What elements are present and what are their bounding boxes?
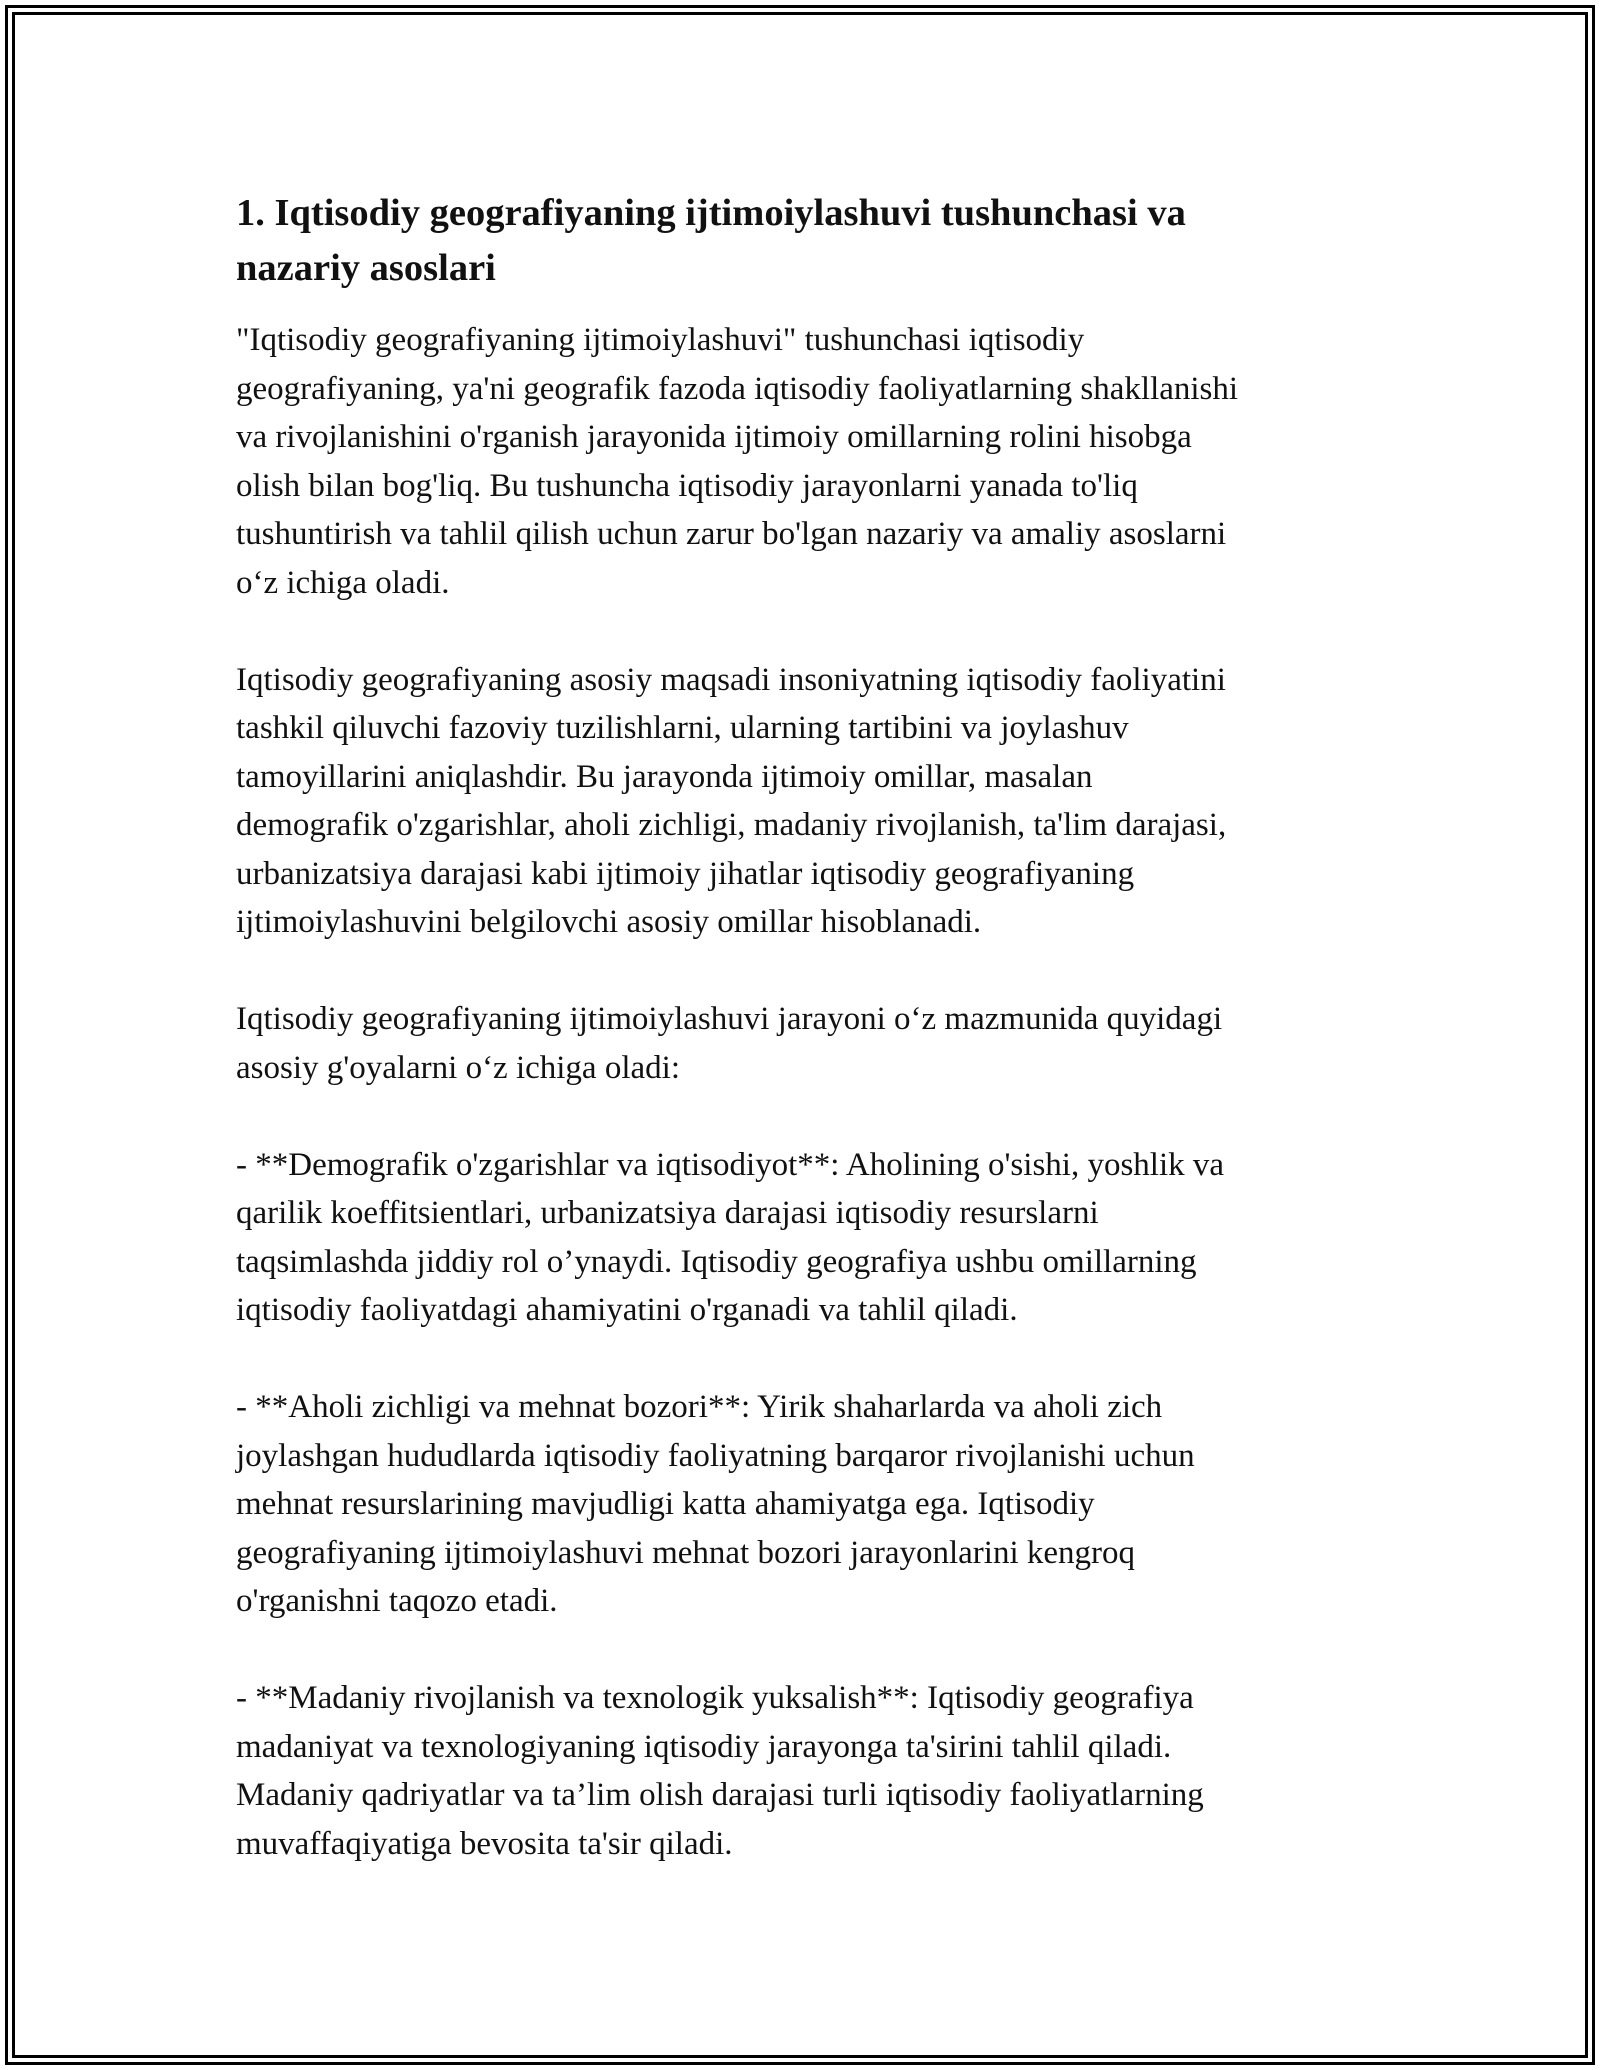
text-line: muvaffaqiyatiga bevosita ta'sir qiladi. — [236, 1825, 733, 1862]
text-line: madaniyat va texnologiyaning iqtisodiy jarayonga ta'sirini tahlil qiladi. — [236, 1728, 1172, 1765]
text-line: joylashgan hududlarda iqtisodiy faoliyatning barqaror rivojlanishi uchun — [236, 1437, 1195, 1474]
text-line: tushuntirish va tahlil qilish uchun zarur bo'lgan nazariy va amaliy asoslarni — [236, 516, 1227, 552]
text-line: qarilik koeffitsientlari, urbanizatsiya darajasi iqtisodiy resurslarni — [236, 1195, 1099, 1231]
paragraph-main-goal — [236, 656, 1366, 947]
text-line: demografik o'zgarishlar, aholi zichligi, madaniy rivojlanish, ta'lim darajasi, — [236, 807, 1227, 843]
text-line: "Iqtisodiy geografiyaning ijtimoiylashuvi" tushunchasi iqtisodiy — [236, 322, 1085, 358]
text-line: tashkil qiluvchi fazoviy tuzilishlarni, ularning tartibini va joylashuv — [236, 710, 1129, 746]
text-line: Madaniy qadriyatlar va ta’lim olish darajasi turli iqtisodiy faoliyatlarning — [236, 1777, 1204, 1813]
text-line: o'rganishni taqozo etadi. — [236, 1583, 558, 1619]
text-line: tamoyillarini aniqlashdir. Bu jarayonda ijtimoiy omillar, masalan — [236, 758, 1093, 795]
text-line: iqtisodiy faoliyatdagi ahamiyatini o'rganadi va tahlil qiladi. — [236, 1292, 1018, 1328]
list-item-cultural-development — [236, 1674, 1366, 1868]
text-line: taqsimlashda jiddiy rol o’ynaydi. Iqtisodiy geografiya ushbu omillarning — [236, 1243, 1197, 1280]
heading-line: nazariy asoslari — [236, 247, 496, 289]
paragraph-definition — [236, 316, 1366, 607]
document-body — [236, 186, 1366, 1917]
text-line: - **Madaniy rivojlanish va texnologik yuksalish**: Iqtisodiy geografiya — [236, 1680, 1194, 1716]
text-line: - **Demografik o'zgarishlar va iqtisodiyot**: Aholining o'sishi, yoshlik va — [236, 1146, 1225, 1183]
text-line: olish bilan bog'liq. Bu tushuncha iqtisodiy jarayonlarni yanada to'liq — [236, 467, 1138, 504]
text-line: urbanizatsiya darajasi kabi ijtimoiy jihatlar iqtisodiy geografiyaning — [236, 855, 1135, 892]
text-line: - **Aholi zichligi va mehnat bozori**: Yirik shaharlarda va aholi zich — [236, 1389, 1163, 1425]
section-heading — [236, 186, 1366, 296]
text-line: geografiyaning ijtimoiylashuvi mehnat bozori jarayonlarini kengroq — [236, 1534, 1136, 1571]
text-line: mehnat resurslarining mavjudligi katta ahamiyatga ega. Iqtisodiy — [236, 1486, 1095, 1522]
text-line: va rivojlanishini o'rganish jarayonida ijtimoiy omillarning rolini hisobga — [236, 419, 1192, 455]
text-line: o‘z ichiga oladi. — [236, 564, 450, 601]
heading-line: 1. Iqtisodiy geografiyaning ijtimoiylashuvi tushunchasi va — [236, 192, 1186, 234]
paragraph-intro-list — [236, 995, 1366, 1092]
text-line: asosiy g'oyalarni o‘z ichiga oladi: — [236, 1049, 680, 1086]
text-line: Iqtisodiy geografiyaning asosiy maqsadi insoniyatning iqtisodiy faoliyatini — [236, 661, 1226, 698]
text-line: geografiyaning, ya'ni geografik fazoda iqtisodiy faoliyatlarning shakllanishi — [236, 370, 1239, 407]
text-line: ijtimoiylashuvini belgilovchi asosiy omillar hisoblanadi. — [236, 904, 982, 940]
list-item-demographic — [236, 1141, 1366, 1335]
list-item-population-density — [236, 1383, 1366, 1626]
text-line: Iqtisodiy geografiyaning ijtimoiylashuvi jarayoni o‘z mazmunida quyidagi — [236, 1001, 1223, 1037]
